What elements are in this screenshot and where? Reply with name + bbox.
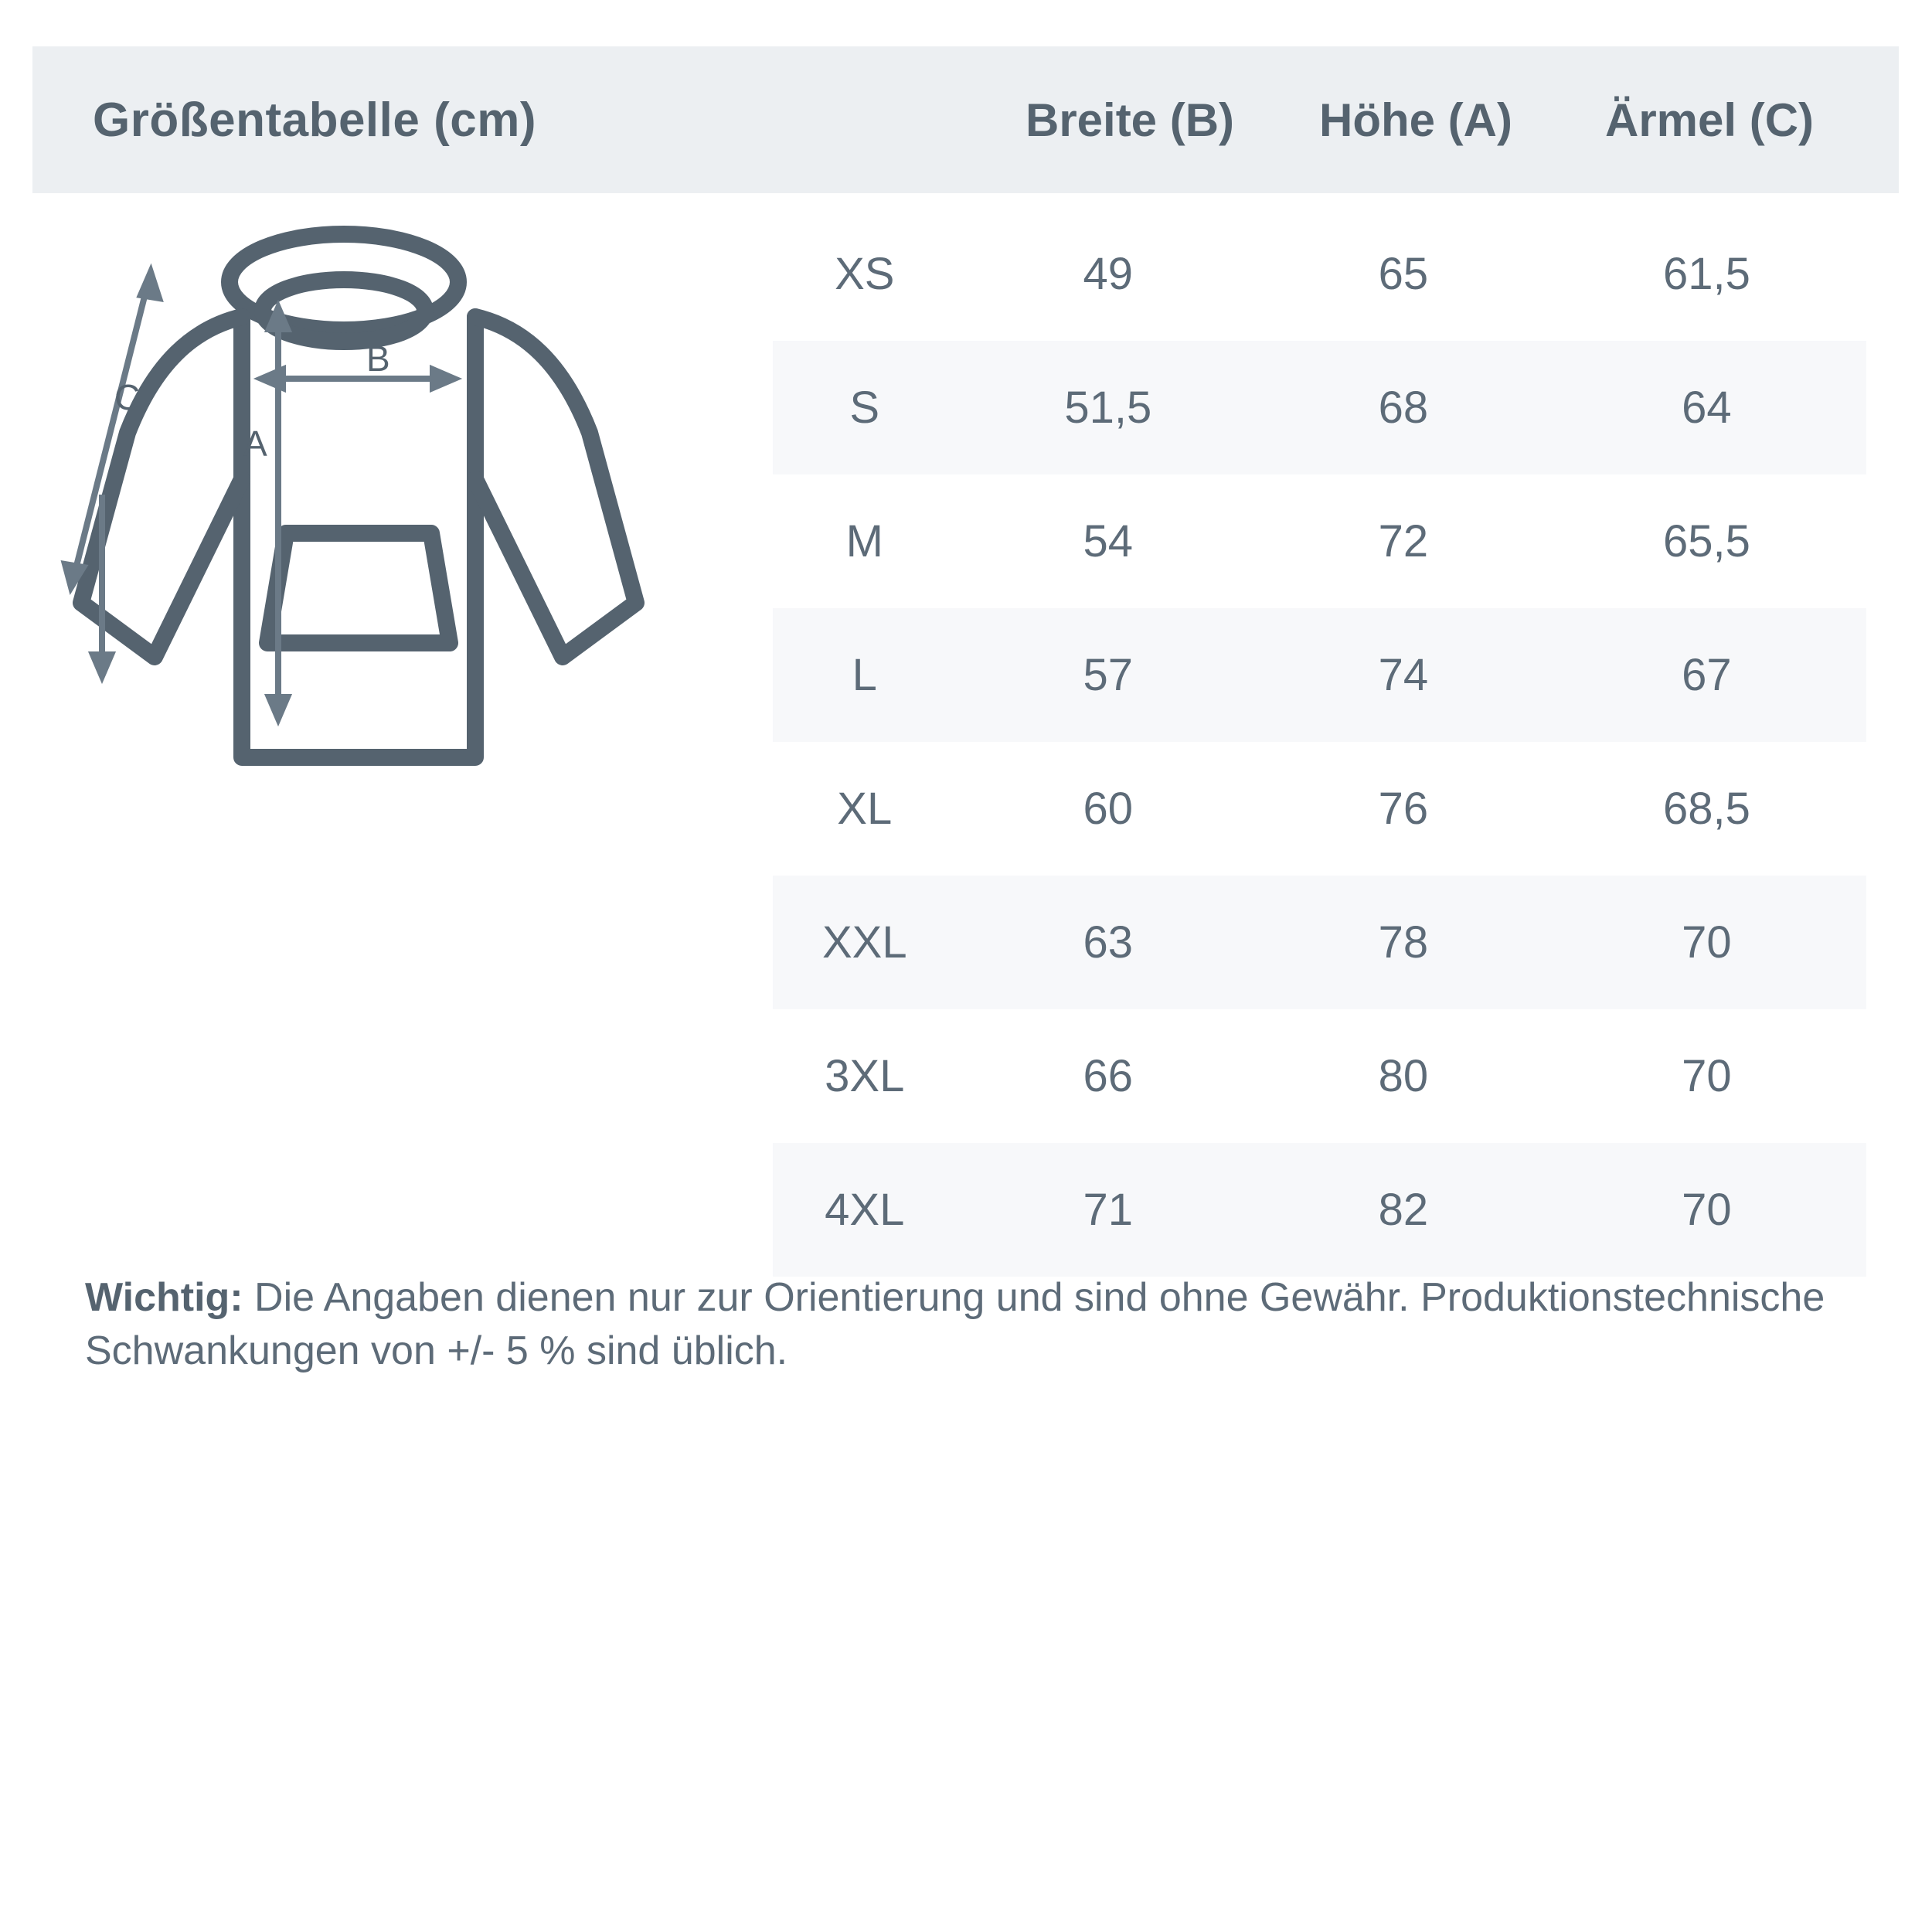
table-row	[773, 742, 1866, 876]
column-headers	[805, 46, 1899, 193]
table-row	[773, 341, 1866, 474]
label-sleeve: C	[114, 377, 141, 417]
cell-width: 54	[1083, 516, 1134, 566]
cell-sleeve: 70	[1682, 1051, 1732, 1101]
cell-height: 72	[1378, 516, 1429, 566]
table-header-band	[32, 46, 1899, 193]
cell-height: 78	[1260, 876, 1547, 1009]
cell-height: 68	[1260, 341, 1547, 474]
cell-width: 57	[957, 608, 1260, 742]
cell-sleeve: 70	[1547, 1143, 1866, 1277]
cell-height: 76	[1378, 784, 1429, 834]
cell-height: 80	[1378, 1051, 1429, 1101]
table-row	[773, 608, 1866, 742]
table-row	[773, 474, 1866, 608]
page-title: Größentabelle (cm)	[93, 93, 536, 147]
table-row	[773, 207, 1866, 341]
cell-sleeve: 61,5	[1662, 249, 1750, 299]
cell-size: L	[773, 608, 957, 742]
cell-width: 51,5	[957, 341, 1260, 474]
cell-size: 3XL	[825, 1051, 905, 1101]
cell-width: 71	[957, 1143, 1260, 1277]
table-row	[773, 1009, 1866, 1143]
cell-height: 74	[1260, 608, 1547, 742]
label-width: B	[366, 338, 390, 379]
cell-size: XXL	[773, 876, 957, 1009]
table-row	[773, 876, 1866, 1009]
size-table	[773, 207, 1866, 1277]
cell-size: XS	[835, 249, 895, 299]
label-height: A	[243, 423, 267, 464]
cell-sleeve: 65,5	[1662, 516, 1750, 566]
cell-width: 63	[957, 876, 1260, 1009]
table-row	[773, 1143, 1866, 1277]
cell-size: S	[773, 341, 957, 474]
disclaimer-note	[85, 1271, 1862, 1378]
cell-height: 65	[1378, 249, 1429, 299]
disclaimer-text: Die Angaben dienen nur zur Orientierung und sind ohne Gewähr. Produktionstechnische Schwankungen von +/- 5 % sind üblich.	[85, 1275, 1825, 1374]
cell-width: 60	[1083, 784, 1134, 834]
cell-width: 66	[1083, 1051, 1134, 1101]
column-header-sleeve: Ärmel (C)	[1604, 94, 1815, 146]
cell-size: XL	[837, 784, 893, 834]
cell-height: 82	[1260, 1143, 1547, 1277]
cell-sleeve: 70	[1547, 876, 1866, 1009]
column-header-width: Breite (B)	[1025, 94, 1235, 146]
cell-sleeve: 64	[1547, 341, 1866, 474]
disclaimer-label: Wichtig:	[85, 1275, 243, 1320]
cell-sleeve: 68,5	[1662, 784, 1750, 834]
column-header-height: Höhe (A)	[1319, 94, 1512, 146]
cell-width: 49	[1083, 249, 1134, 299]
cell-size: 4XL	[773, 1143, 957, 1277]
hoodie-measurement-diagram	[54, 224, 773, 866]
cell-size: M	[845, 516, 883, 566]
cell-sleeve: 67	[1547, 608, 1866, 742]
